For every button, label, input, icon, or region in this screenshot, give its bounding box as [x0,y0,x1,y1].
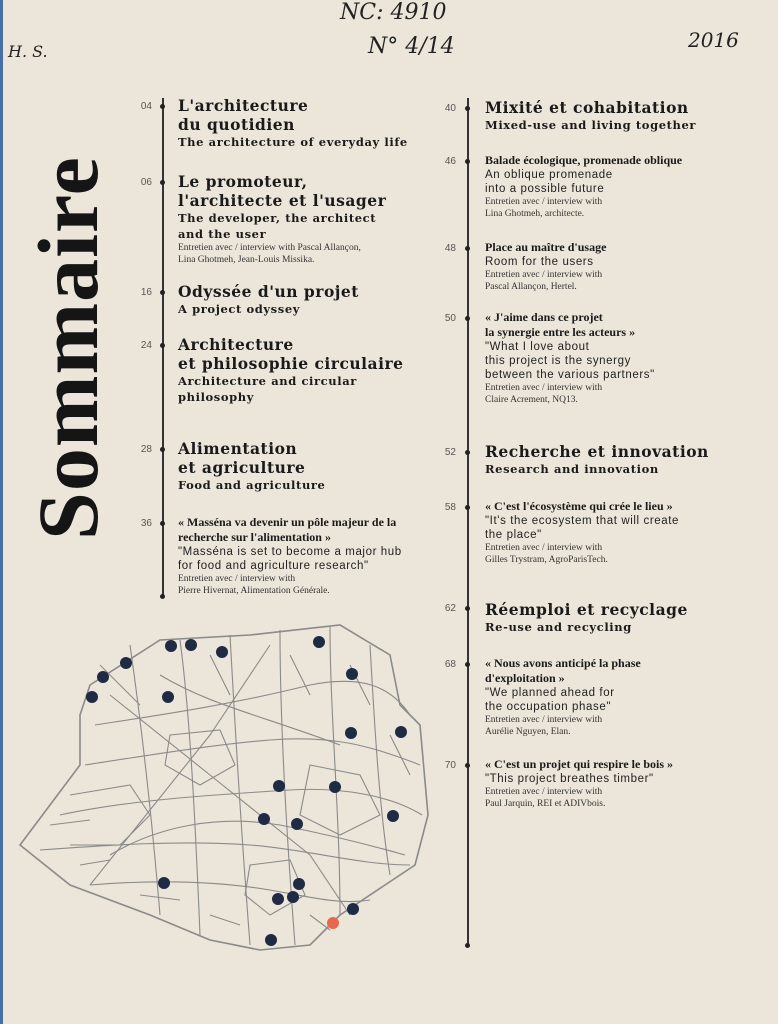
entry-title: Alimentation [178,439,298,458]
entry-title: et philosophie circulaire [178,354,404,373]
page-number: 40 [444,103,456,114]
timeline-dot [465,662,470,667]
toc-entry[interactable] [485,757,770,810]
timeline-dot [160,521,165,526]
toc-entry[interactable] [485,600,765,635]
map-marker [346,668,358,680]
map-marker [86,691,98,703]
map-marker [120,657,132,669]
timeline-dot [465,606,470,611]
page-number: 52 [444,447,456,458]
entry-title: Mixité et cohabitation [485,98,689,117]
entry-credit: Pierre Hivernat, Alimentation Générale. [178,586,330,596]
entry-title: L'architecture [178,96,309,115]
page-number: 16 [140,287,152,298]
entry-quote: « C'est l'écosystème qui crée le lieu » [485,499,673,513]
paris-map [10,615,440,960]
handwritten-ref: NC: 4910 [340,0,447,25]
entry-quote: « Nous avons anticipé la phase [485,656,641,670]
entry-quote-en: "Masséna is set to become a major hub [178,546,402,558]
map-marker [162,691,174,703]
page-number: 68 [444,659,456,670]
map-marker [185,639,197,651]
page-title: Sommaire [20,156,116,540]
timeline-dot [160,104,165,109]
page-number: 04 [140,101,152,112]
entry-title-en: Re-use and recycling [485,620,632,634]
entry-quote: « J'aime dans ce projet [485,310,603,324]
entry-quote-en: between the various partners" [485,369,655,381]
map-marker [313,636,325,648]
toc-entry[interactable] [485,240,765,293]
page-edge [0,0,3,1024]
entry-quote-en: "This project breathes timber" [485,773,654,785]
entry-title-en: philosophy [178,390,255,404]
map-marker [345,727,357,739]
map-marker [272,893,284,905]
timeline-dot [465,316,470,321]
entry-quote-en: "What I love about [485,341,590,353]
entry-quote-en: into a possible future [485,183,605,195]
map-marker [265,934,277,946]
map-marker [329,781,341,793]
timeline-dot [160,180,165,185]
handwritten-number: N° 4/14 [368,34,455,59]
entry-title-en: Architecture and circular [178,374,357,388]
entry-credit: Entretien avec / interview with [485,383,603,393]
entry-credit: Paul Jarquin, REI et ADIVbois. [485,799,606,809]
entry-credit: Entretien avec / interview with [485,543,603,553]
entry-credit: Entretien avec / interview with [485,715,603,725]
entry-quote: Balade écologique, promenade oblique [485,153,683,167]
entry-credit: Entretien avec / interview with [485,787,603,797]
entry-quote-en: "It's the ecosystem that will create [485,515,680,527]
entry-quote-en: for food and agriculture research" [178,560,369,572]
toc-entry[interactable] [485,656,765,738]
toc-entry[interactable] [485,98,765,133]
page-number: 48 [444,243,456,254]
entry-quote: « Masséna va devenir un pôle majeur de la [178,515,397,529]
map-marker [293,878,305,890]
toc-entry[interactable] [485,153,765,220]
timeline-end-dot [465,943,470,948]
handwritten-year: 2016 [688,28,739,52]
page-number: 46 [444,156,456,167]
entry-quote: recherche sur l'alimentation » [178,530,331,544]
timeline-end-dot [160,594,165,599]
toc-entry[interactable] [485,499,770,566]
map-marker [158,877,170,889]
entry-credit: Entretien avec / interview with [485,197,603,207]
entry-credit: Entretien avec / interview with Pascal Allançon, [178,243,361,253]
map-marker [395,726,407,738]
entry-credit: Pascal Allançon, Hertel. [485,282,577,292]
map-marker [273,780,285,792]
page-number: 58 [444,502,456,513]
toc-entry[interactable] [178,282,428,317]
map-marker [291,818,303,830]
entry-quote: Place au maître d'usage [485,240,607,254]
timeline-dot [465,246,470,251]
entry-quote: la synergie entre les acteurs » [485,325,636,339]
entry-quote-en: An oblique promenade [485,169,613,181]
entry-credit: Gilles Trystram, AgroParisTech. [485,555,608,565]
entry-quote-en: Room for the users [485,256,594,268]
map-roads [20,625,428,950]
page-number: 28 [140,444,152,455]
entry-quote-en: the occupation phase" [485,701,612,713]
entry-credit: Entretien avec / interview with [178,574,296,584]
entry-title: l'architecte et l'usager [178,191,387,210]
entry-title-en: The architecture of everyday life [178,135,408,149]
page-number: 70 [444,760,456,771]
toc-entry[interactable] [178,515,438,597]
toc-entry[interactable] [178,439,428,493]
timeline-dot [160,290,165,295]
map-marker [165,640,177,652]
entry-quote: « C'est un projet qui respire le bois » [485,757,674,771]
right-timeline [467,98,469,946]
entry-title-en: Food and agriculture [178,478,326,492]
map-marker-highlight [327,917,339,929]
map-marker [287,891,299,903]
page-number: 24 [140,340,152,351]
timeline-dot [465,450,470,455]
entry-quote-en: the place" [485,529,542,541]
timeline-dot [465,763,470,768]
page-number: 50 [444,313,456,324]
page-number: 62 [444,603,456,614]
entry-title: Odyssée d'un projet [178,282,359,301]
entry-credit: Claire Acrement, NQ13. [485,395,578,405]
timeline-dot [465,159,470,164]
map-marker [97,671,109,683]
entry-credit: Lina Ghotmeh, architecte. [485,209,585,219]
entry-quote: d'exploitation » [485,671,565,685]
toc-entry[interactable] [178,172,428,266]
entry-credit: Aurélie Nguyen, Elan. [485,727,571,737]
map-marker [258,813,270,825]
entry-title: du quotidien [178,115,295,134]
toc-entry[interactable] [485,442,765,477]
timeline-dot [465,505,470,510]
entry-title-en: Mixed-use and living together [485,118,697,132]
entry-title-en: and the user [178,227,267,241]
entry-title: Le promoteur, [178,172,308,191]
page-number: 36 [140,518,152,529]
map-marker [387,810,399,822]
entry-quote-en: this project is the synergy [485,355,631,367]
entry-title: Recherche et innovation [485,442,709,461]
entry-credit: Entretien avec / interview with [485,270,603,280]
map-marker [347,903,359,915]
toc-entry[interactable] [178,335,428,405]
entry-title: Réemploi et recyclage [485,600,688,619]
map-marker [216,646,228,658]
handwritten-initials: H. S. [8,42,48,61]
entry-quote-en: "We planned ahead for [485,687,615,699]
timeline-dot [465,106,470,111]
entry-title: Architecture [178,335,294,354]
entry-title-en: The developer, the architect [178,211,377,225]
entry-title-en: Research and innovation [485,462,659,476]
entry-title: et agriculture [178,458,306,477]
page-number: 06 [140,177,152,188]
toc-entry[interactable] [178,96,428,150]
entry-credit: Lina Ghotmeh, Jean-Louis Missika. [178,255,315,265]
timeline-dot [160,447,165,452]
timeline-dot [160,343,165,348]
entry-title-en: A project odyssey [178,302,301,316]
toc-entry[interactable] [485,310,765,406]
